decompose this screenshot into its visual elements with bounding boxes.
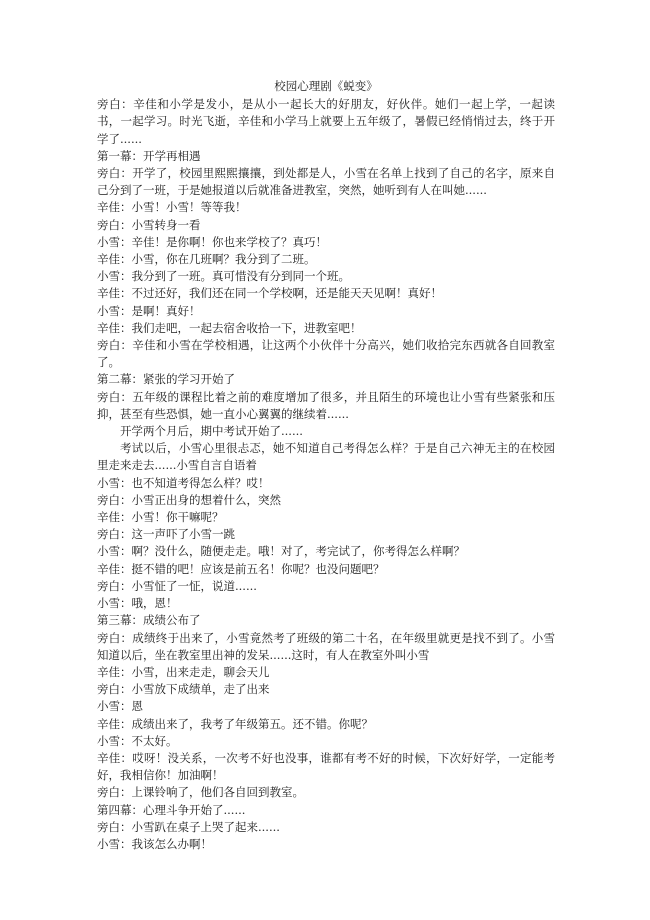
- dialogue-line: 小雪：恩: [97, 699, 143, 714]
- dialogue-line: 辛佳：小雪，你在几班啊？我分到了二班。: [97, 252, 316, 267]
- text-line: 旁白：小雪放下成绩单，走了出来: [97, 682, 270, 697]
- text-line: 旁白：小雪怔了一怔，说道......: [97, 578, 257, 593]
- dialogue-line: 辛佳：小雪！小雪！等等我！: [97, 200, 247, 215]
- text-line: 旁白：辛佳和小学是发小，是从小一起长大的好朋友，好伙伴。她们一起上学，一起读书，一起学习。时光飞逝，辛佳和小学马上就要上五年级了，暑假已经悄悄过去，终于开学了......: [97, 97, 555, 146]
- dialogue-line: 辛佳：小雪，出来走走，聊会天儿: [97, 664, 270, 679]
- text-line: 考试以后，小雪心里很忐忑，她不知道自己考得怎么样？于是自己六神无主的在校园里走来走去......小雪自言自语着: [97, 441, 555, 473]
- text-line: 旁白：小雪趴在桌子上哭了起来......: [97, 819, 280, 834]
- dialogue-line: 辛佳：不过还好，我们还在同一个学校啊，还是能天天见啊！真好！: [97, 286, 442, 301]
- act-heading: 第一幕：开学再相遇: [97, 148, 201, 163]
- text-line: 开学两个月后，期中考试开始了......: [120, 424, 303, 439]
- dialogue-line: 辛佳：成绩出来了，我考了年级第五。还不错。你呢？: [97, 716, 373, 731]
- document-page: [97, 78, 555, 853]
- dialogue-line: 小雪：我分到了一班。真可惜没有分到同一个班。: [97, 269, 350, 284]
- act-heading: 第四幕：心理斗争开始了......: [97, 802, 246, 817]
- dialogue-line: 小雪：我该怎么办啊！: [97, 836, 212, 851]
- text-line: 旁白：成绩终于出来了，小雪竟然考了班级的第二十名，在年级里就更是找不到了。小雪知道以后，坐在教室里出神的发呆......这时，有人在教室外叫小雪: [97, 630, 555, 662]
- dialogue-line: 辛佳：挺不错的吧！应该是前五名！你呢？也没问题吧？: [97, 561, 385, 576]
- text-line: 旁白：五年级的课程比着之前的难度增加了很多，并且陌生的环境也让小雪有些紧张和压抑，甚至有些恐惧，她一直小心翼翼的继续着......: [97, 389, 555, 421]
- act-heading: 第三幕：成绩公布了: [97, 613, 201, 628]
- text-line: 旁白：小雪正出身的想着什么，突然: [97, 492, 281, 507]
- text-line: 旁白：上课铃响了，他们各自回到教室。: [97, 785, 304, 800]
- text-line: 旁白：这一声吓了小雪一跳: [97, 527, 235, 542]
- dialogue-line: 小雪：啊？没什么，随便走走。哦！对了，考完试了，你考得怎么样啊？: [97, 544, 465, 559]
- dialogue-line: 小雪：辛佳！是你啊！你也来学校了？真巧！: [97, 234, 327, 249]
- text-line: 旁白：开学了，校园里熙熙攘攘，到处都是人，小雪在名单上找到了自己的名字，原来自己分到了一班，于是她报道以后就准备进教室，突然，她听到有人在叫她......: [97, 166, 555, 198]
- text-line: 旁白：小雪转身一看: [97, 217, 201, 232]
- dialogue-line: 小雪：也不知道考得怎么样？哎！: [97, 475, 270, 490]
- dialogue-line: 辛佳：小雪！你干嘛呢？: [97, 510, 224, 525]
- dialogue-line: 小雪：不太好。: [97, 733, 178, 748]
- dialogue-line: 小雪：是啊！真好！: [97, 303, 201, 318]
- text-line: 旁白：辛佳和小雪在学校相遇，让这两个小伙伴十分高兴，她们收拾完东西就各自回教室了。: [97, 338, 555, 370]
- act-heading: 第二幕：紧张的学习开始了: [97, 372, 235, 387]
- dialogue-line: 辛佳：哎呀！没关系，一次考不好也没事，谁都有考不好的时候，下次好好学，一定能考好，我相信你！加油啊！: [97, 750, 555, 783]
- document-title: 校园心理剧《蜕变》: [274, 79, 378, 93]
- dialogue-line: 辛佳：我们走吧，一起去宿舍收拾一下，进教室吧！: [97, 320, 362, 335]
- dialogue-line: 小雪：哦，恩！: [97, 596, 178, 611]
